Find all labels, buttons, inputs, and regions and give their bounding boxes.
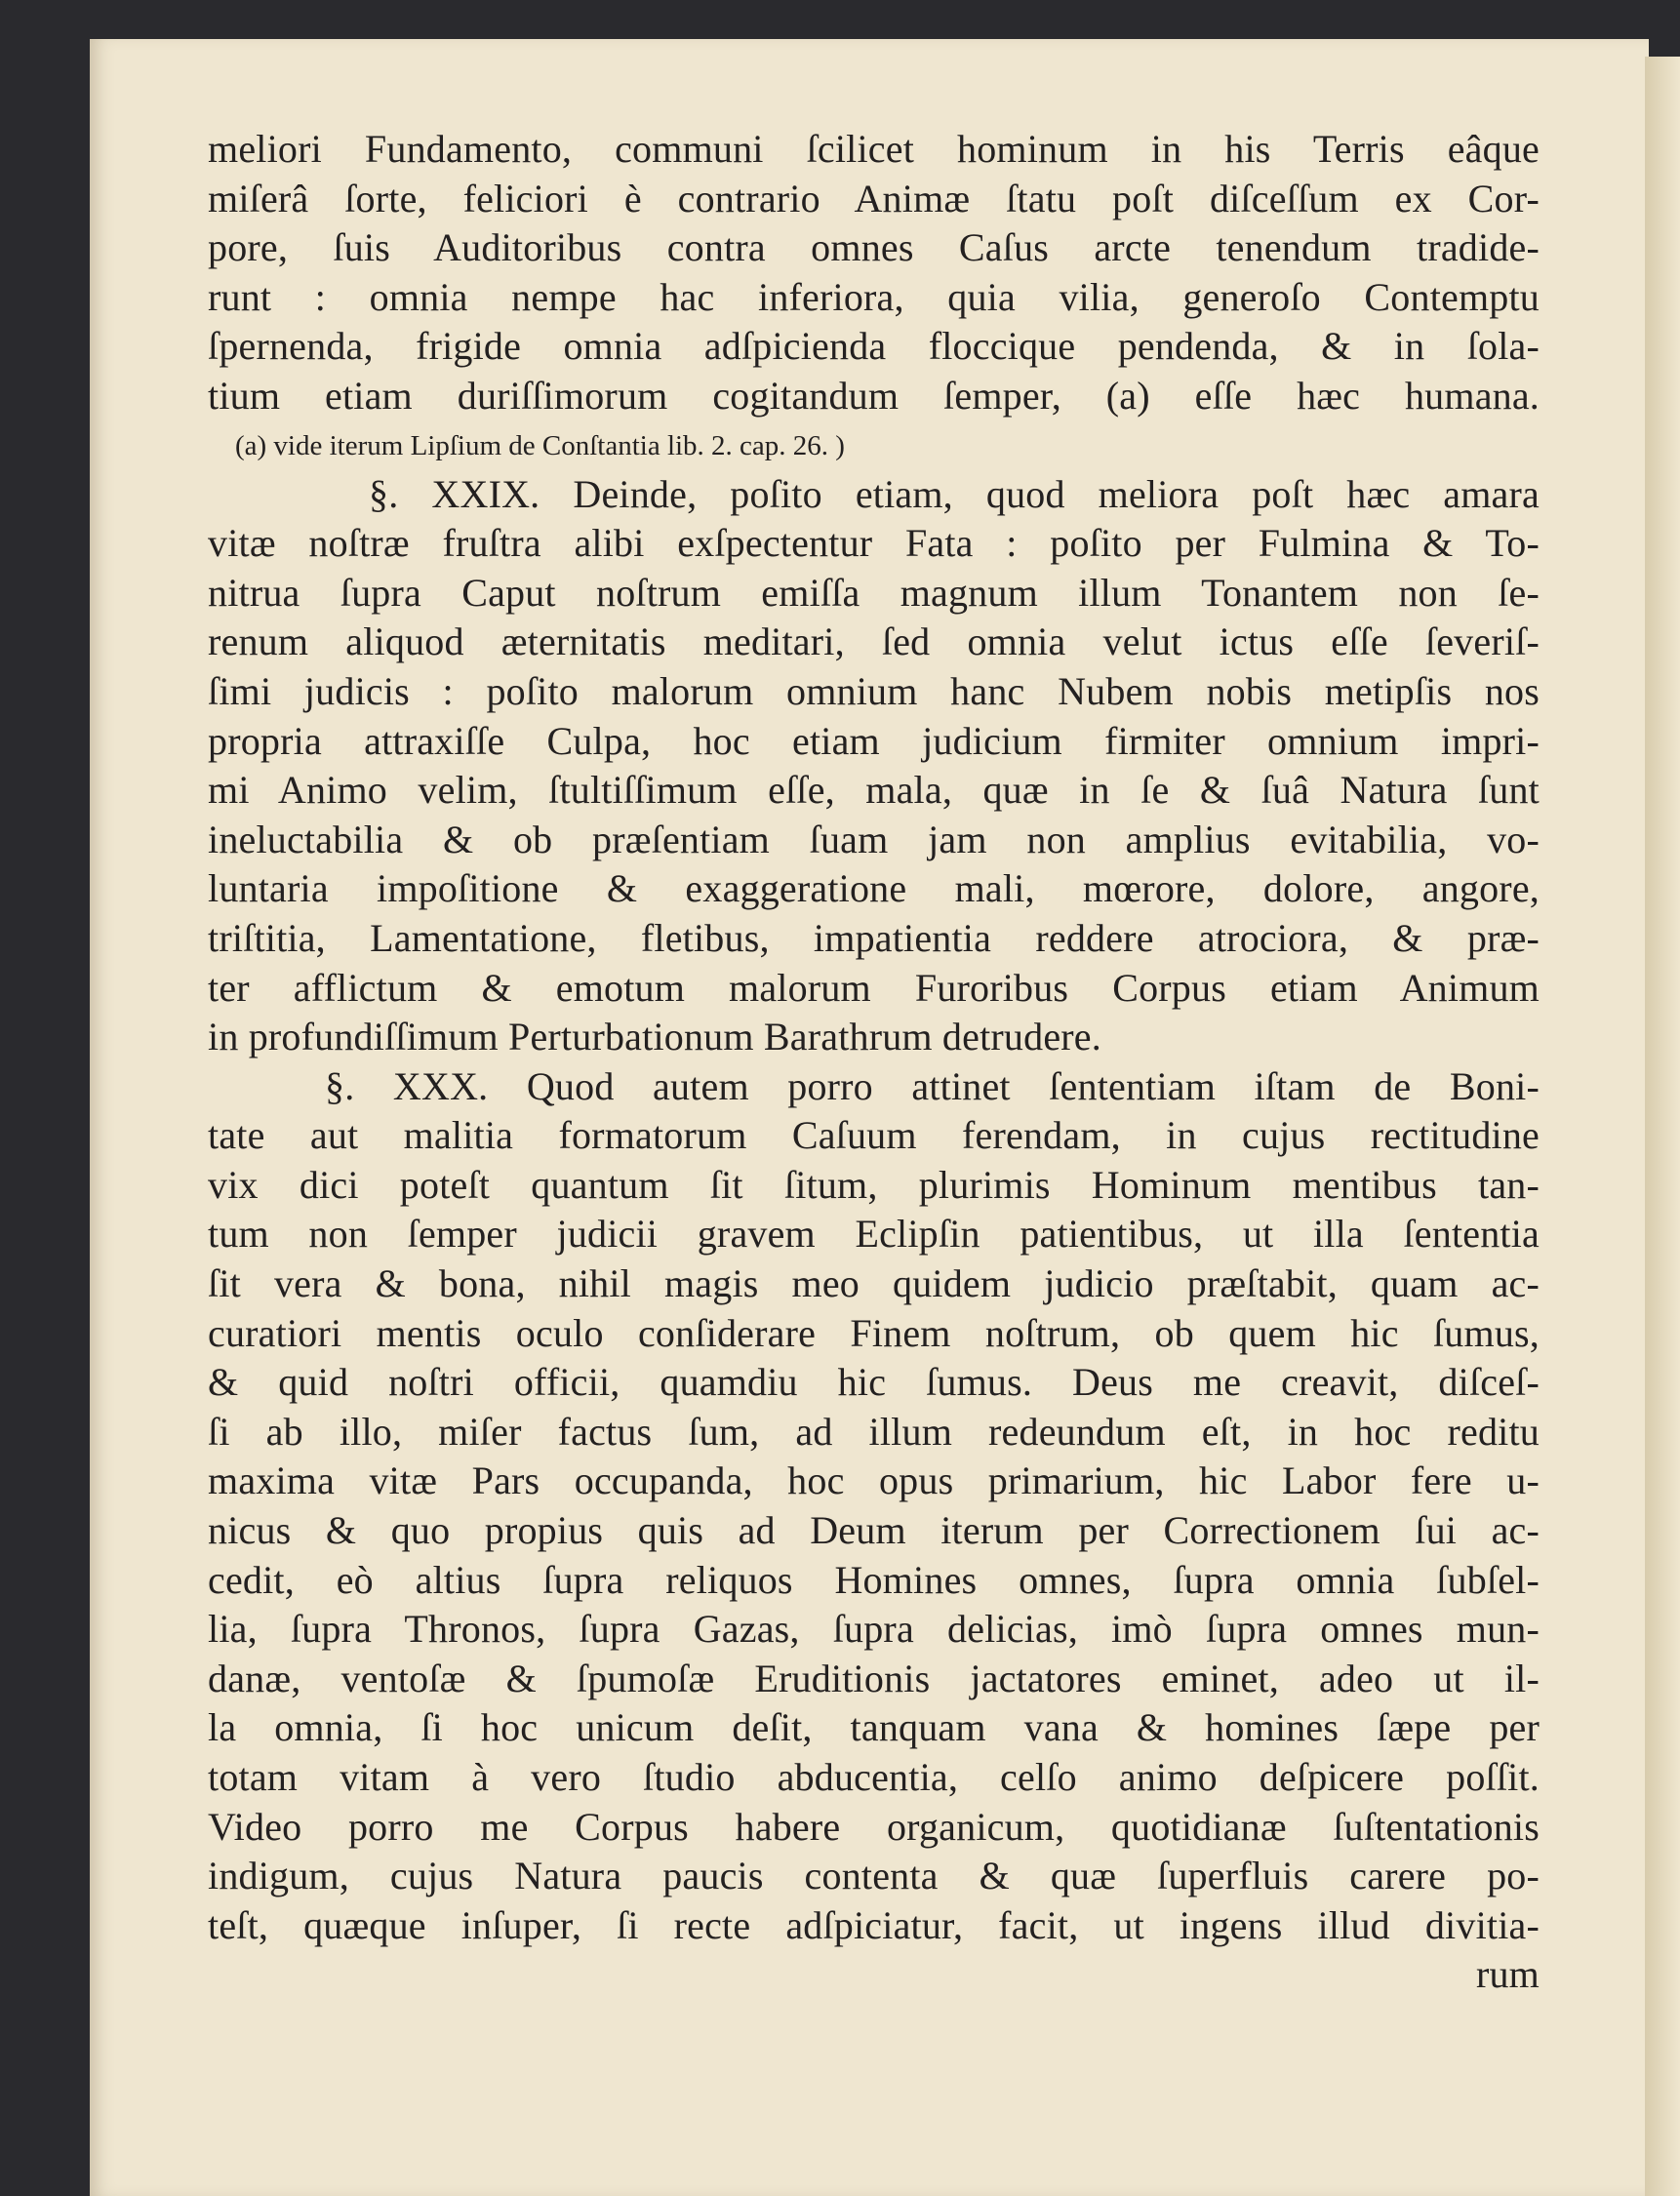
text-line: tate aut malitia formatorum Caſuum ferendam, in cujus rectitudine bbox=[208, 1113, 1540, 1158]
page-text bbox=[208, 125, 1540, 2000]
text-line: runt : omnia nempe hac inferiora, quia vilia, generoſo Contemptu bbox=[208, 274, 1540, 319]
text-line: Video porro me Corpus habere organicum, quotidianæ ſuſtentationis bbox=[208, 1804, 1540, 1849]
text-line: curatiori mentis oculo conſiderare Finem noſtrum, ob quem hic ſumus, bbox=[208, 1310, 1540, 1355]
text-line: ineluctabilia & ob præſentiam ſuam jam non amplius evitabilia, vo- bbox=[208, 817, 1540, 861]
text-line: nicus & quo propius quis ad Deum iterum per Correctionem ſui ac- bbox=[208, 1508, 1540, 1553]
text-line: in profundiſſimum Perturbationum Barathrum detrudere. bbox=[208, 1015, 1101, 1059]
text-line: pore, ſuis Auditoribus contra omnes Caſus arcte tenendum tradide- bbox=[208, 225, 1540, 270]
text-line: vix dici poteſt quantum ſit ſitum, plurimis Hominum mentibus tan- bbox=[208, 1162, 1540, 1207]
text-line: & quid noſtri officii, quamdiu hic ſumus. Deus me creavit, diſceſ- bbox=[208, 1360, 1540, 1405]
text-line: tium etiam duriſſimorum cogitandum ſemper, (a) eſſe hæc humana. bbox=[208, 373, 1540, 418]
text-line: totam vitam à vero ſtudio abducentia, celſo animo deſpicere poſſit. bbox=[208, 1755, 1540, 1799]
text-line: renum aliquod æternitatis meditari, ſed omnia velut ictus eſſe ſeveriſ- bbox=[208, 619, 1540, 664]
text-line: ſpernenda, frigide omnia adſpicienda floccique pendenda, & in ſola- bbox=[208, 324, 1540, 369]
text-line: ſit vera & bona, nihil magis meo quidem judicio præſtabit, quam ac- bbox=[208, 1261, 1540, 1306]
text-line: maxima vitæ Pars occupanda, hoc opus primarium, hic Labor fere u- bbox=[208, 1458, 1540, 1503]
text-line: la omnia, ſi hoc unicum deſit, tanquam vana & homines ſæpe per bbox=[208, 1705, 1540, 1750]
next-page-edge bbox=[1645, 57, 1680, 2196]
text-line: teſt, quæque inſuper, ſi recte adſpiciatur, facit, ut ingens illud divitia- bbox=[208, 1902, 1540, 1947]
section-heading-line: §. XXX. Quod autem porro attinet ſententiam iſtam de Boni- bbox=[325, 1063, 1540, 1108]
text-line: triſtitia, Lamentatione, fletibus, impatientia reddere atrociora, & præ- bbox=[208, 915, 1540, 960]
text-line: cedit, eò altius ſupra reliquos Homines omnes, ſupra omnia ſubſel- bbox=[208, 1557, 1540, 1602]
text-line: mi Animo velim, ſtultiſſimum eſſe, mala, quæ in ſe & ſuâ Natura ſunt bbox=[208, 768, 1540, 813]
section-heading-line: §. XXIX. Deinde, poſito etiam, quod meliora poſt hæc amara bbox=[369, 471, 1540, 516]
text-line: luntaria impoſitione & exaggeratione mali, mœrore, dolore, angore, bbox=[208, 866, 1540, 911]
text-line: indigum, cujus Natura paucis contenta & quæ ſuperfluis carere po- bbox=[208, 1854, 1540, 1898]
text-line: ter afflictum & emotum malorum Furoribus Corpus etiam Animum bbox=[208, 965, 1540, 1010]
text-line: danæ, ventoſæ & ſpumoſæ Eruditionis jactatores eminet, adeo ut il- bbox=[208, 1656, 1540, 1700]
text-line: lia, ſupra Thronos, ſupra Gazas, ſupra delicias, imò ſupra omnes mun- bbox=[208, 1607, 1540, 1652]
text-line: ſimi judicis : poſito malorum omnium hanc Nubem nobis metipſis nos bbox=[208, 668, 1540, 713]
text-line: meliori Fundamento, communi ſcilicet hominum in his Terris eâque bbox=[208, 127, 1540, 171]
text-line: vitæ noſtræ fruſtra alibi exſpectentur Fata : poſito per Fulmina & To- bbox=[208, 521, 1540, 566]
footnote: (a) vide iterum Lipſium de Conſtantia lib. 2. cap. 26. ) bbox=[235, 429, 845, 461]
text-line: ſi ab illo, miſer factus ſum, ad illum redeundum eſt, in hoc reditu bbox=[208, 1409, 1540, 1454]
catchword: rum bbox=[1475, 1952, 1540, 1997]
text-line: nitrua ſupra Caput noſtrum emiſſa magnum illum Tonantem non ſe- bbox=[208, 570, 1540, 615]
text-line: propria attraxiſſe Culpa, hoc etiam judicium firmiter omnium impri- bbox=[208, 718, 1540, 763]
text-line: tum non ſemper judicii gravem Eclipſin patientibus, ut illa ſententia bbox=[208, 1212, 1540, 1257]
text-line: miſerâ ſorte, feliciori è contrario Animæ ſtatu poſt diſceſſum ex Cor- bbox=[208, 176, 1540, 220]
